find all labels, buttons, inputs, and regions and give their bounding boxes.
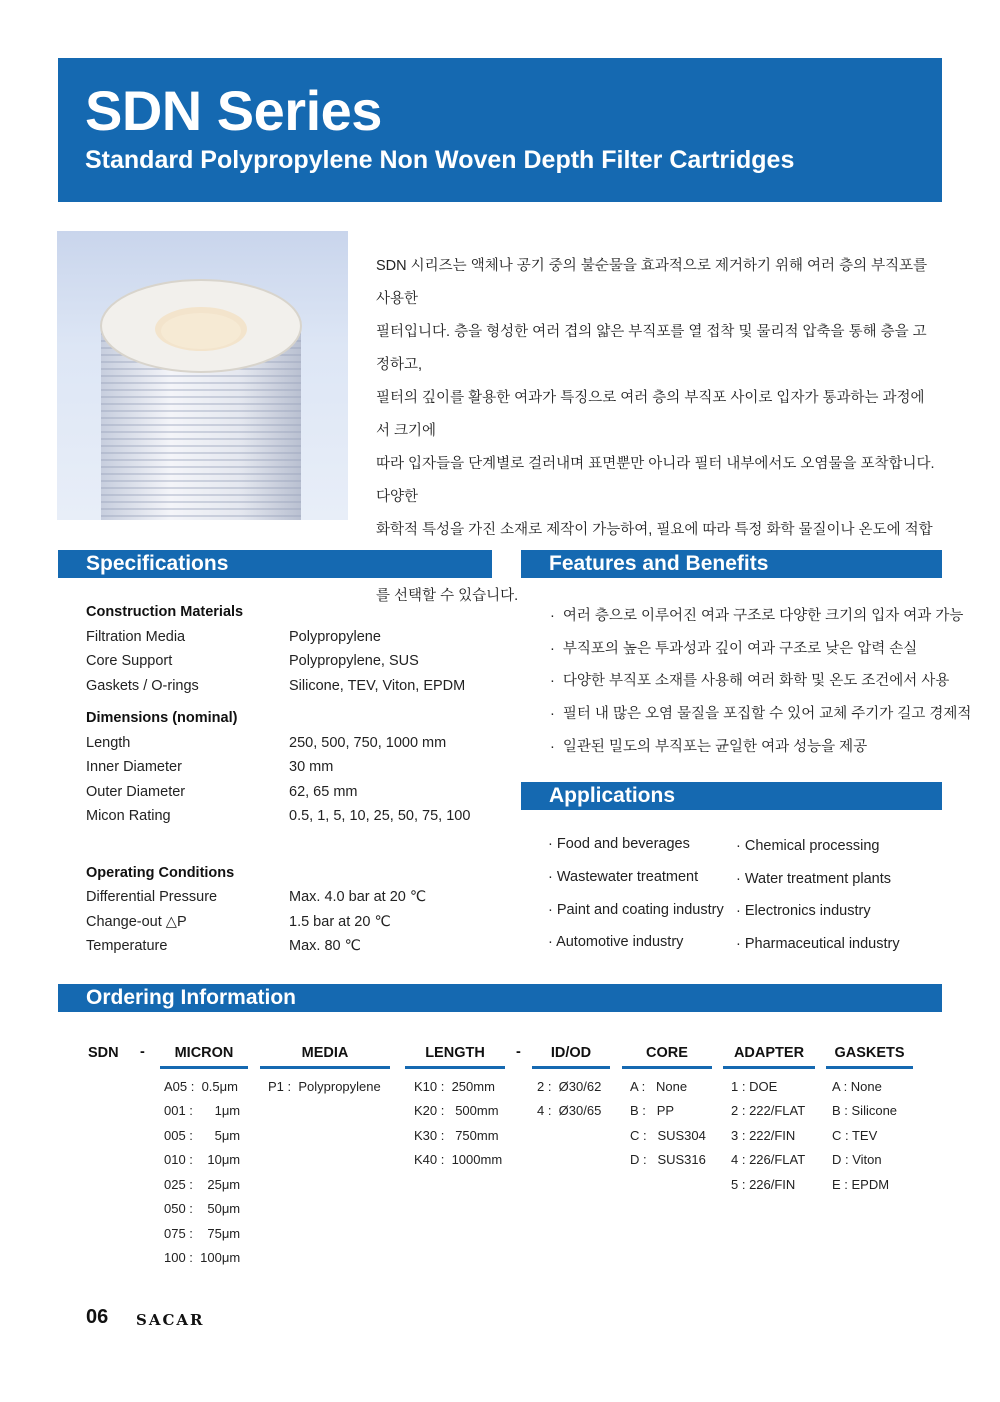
applications-heading: Applications <box>521 782 942 810</box>
spec-label: Core Support <box>86 653 173 669</box>
idod-option: 4 : Ø30/65 <box>537 1103 602 1118</box>
spec-label: Differential Pressure <box>86 889 218 905</box>
ordering-underline <box>160 1066 248 1069</box>
application-item: · Automotive industry <box>548 934 684 950</box>
filter-cartridge-image <box>57 231 348 520</box>
page-number: 06 <box>86 1306 109 1328</box>
spec-value: Max. 80 ℃ <box>289 938 361 954</box>
ordering-heading: Ordering Information <box>58 984 942 1012</box>
micron-option: A05 : 0.5μm <box>164 1079 238 1094</box>
spec-value: Polypropylene <box>289 629 381 645</box>
ordering-col-adapter: ADAPTER <box>733 1045 805 1061</box>
core-option: D : SUS316 <box>630 1152 706 1167</box>
micron-option: 005 : 5μm <box>164 1128 241 1143</box>
micron-option: 010 : 10μm <box>164 1152 241 1167</box>
adapter-option: 2 : 222/FLAT <box>731 1103 806 1118</box>
micron-option: 001 : 1μm <box>164 1103 241 1118</box>
feature-item: · 부직포의 높은 투과성과 깊이 여과 구조로 낮은 압력 손실 <box>550 641 918 657</box>
construction-heading: Construction Materials <box>86 604 244 620</box>
feature-item: · 여러 층으로 이루어진 여과 구조로 다양한 크기의 입자 여과 가능 <box>550 608 964 624</box>
feature-item: · 일관된 밀도의 부직포는 균일한 여과 성능을 제공 <box>550 739 868 755</box>
length-option: K20 : 500mm <box>414 1103 499 1118</box>
adapter-option: 5 : 226/FIN <box>731 1177 796 1192</box>
adapter-option: 1 : DOE <box>731 1079 778 1094</box>
intro-line: 따라 입자들을 단계별로 걸러내며 표면뿐만 아니라 필터 내부에서도 오염물을 포착합니다. 다양한 <box>376 456 935 505</box>
gaskets-option: A : None <box>832 1079 882 1094</box>
ordering-dash: - <box>516 1044 521 1060</box>
adapter-option: 4 : 226/FLAT <box>731 1152 806 1167</box>
idod-option: 2 : Ø30/62 <box>537 1079 602 1094</box>
feature-item: · 필터 내 많은 오염 물질을 포집할 수 있어 교체 주기가 길고 경제적 <box>550 706 972 722</box>
core-option: A : None <box>630 1079 688 1094</box>
spec-label: Gaskets / O-rings <box>86 678 199 694</box>
page-title: SDN Series <box>85 79 382 142</box>
application-text: Paint and coating industry <box>556 902 724 918</box>
features-heading: Features and Benefits <box>521 550 942 578</box>
adapter-option: 3 : 222/FIN <box>731 1128 796 1143</box>
specifications-heading: Specifications <box>58 550 492 578</box>
intro-line: 필터의 깊이를 활용한 여과가 특징으로 여러 층의 부직포 사이로 입자가 통과하는 과정에서 크기에 <box>376 390 925 439</box>
micron-option: 025 : 25μm <box>164 1177 241 1192</box>
application-item: · Paint and coating industry <box>548 902 724 918</box>
intro-line: 필터입니다. 층을 형성한 여러 겹의 얇은 부직포를 열 접착 및 물리적 압축을 통해 층을 고정하고, <box>376 324 927 373</box>
application-text: Electronics industry <box>744 903 871 919</box>
intro-line: SDN 시리즈는 액체나 공기 중의 불순물을 효과적으로 제거하기 위해 여러 층의 부직포를 사용한 <box>376 258 928 307</box>
application-text: Wastewater treatment <box>556 869 699 885</box>
header-banner <box>58 58 942 202</box>
micron-option: 050 : 50μm <box>164 1201 241 1216</box>
ordering-col-core: CORE <box>646 1045 688 1061</box>
application-item: · Pharmaceutical industry <box>736 936 900 952</box>
application-item: · Water treatment plants <box>736 871 891 887</box>
intro-line: 화학적 특성을 가진 소재로 제작이 가능하여, 필요에 따라 특정 화학 물질이나 온도에 적합 <box>376 522 933 538</box>
ordering-underline <box>260 1066 390 1069</box>
spec-value: 250, 500, 750, 1000 mm <box>289 735 447 751</box>
spec-label: Outer Diameter <box>86 784 186 800</box>
core-option: C : SUS304 <box>630 1128 706 1143</box>
application-text: Chemical processing <box>744 838 880 854</box>
spec-label: Temperature <box>86 938 168 954</box>
ordering-col-idod: ID/OD <box>550 1045 592 1061</box>
feature-text: 여러 층으로 이루어진 여과 구조로 다양한 크기의 입자 여과 가능 <box>562 608 964 624</box>
micron-option: 075 : 75μm <box>164 1226 241 1241</box>
spec-value: 1.5 bar at 20 ℃ <box>289 914 391 930</box>
core-option: B : PP <box>630 1103 675 1118</box>
feature-text: 다양한 부직포 소재를 사용해 여러 화학 및 온도 조건에서 사용 <box>562 673 950 689</box>
feature-item: · 다양한 부직포 소재를 사용해 여러 화학 및 온도 조건에서 사용 <box>550 673 950 689</box>
intro-line: 를 선택할 수 있습니다. <box>376 588 519 604</box>
ordering-dash: - <box>140 1044 145 1060</box>
micron-option: 100 : 100μm <box>164 1250 241 1265</box>
application-text: Pharmaceutical industry <box>744 936 900 952</box>
spec-value: Silicone, TEV, Viton, EPDM <box>289 678 466 694</box>
media-option: P1 : Polypropylene <box>268 1079 381 1094</box>
page-subtitle: Standard Polypropylene Non Woven Depth Filter Cartridges <box>85 146 795 174</box>
feature-text: 부직포의 높은 투과성과 깊이 여과 구조로 낮은 압력 손실 <box>562 641 918 657</box>
application-text: Automotive industry <box>556 934 684 950</box>
application-item: · Chemical processing <box>736 838 880 854</box>
spec-label: Micon Rating <box>86 808 171 824</box>
operating-heading: Operating Conditions <box>86 865 235 881</box>
ordering-underline <box>405 1066 505 1069</box>
brand-logo: SACAR <box>136 1311 205 1329</box>
spec-label: Change-out △P <box>86 914 187 930</box>
feature-text: 일관된 밀도의 부직포는 균일한 여과 성능을 제공 <box>562 739 868 755</box>
spec-value: 62, 65 mm <box>289 784 358 800</box>
spec-label: Filtration Media <box>86 629 186 645</box>
ordering-underline <box>723 1066 815 1069</box>
ordering-underline <box>532 1066 610 1069</box>
gaskets-option: B : Silicone <box>832 1103 898 1118</box>
application-item: · Food and beverages <box>548 836 690 852</box>
application-item: · Wastewater treatment <box>548 869 699 885</box>
spec-label: Length <box>86 735 131 751</box>
product-photo <box>57 231 348 520</box>
application-text: Food and beverages <box>556 836 690 852</box>
dimensions-heading: Dimensions (nominal) <box>86 710 238 726</box>
gaskets-option: D : Viton <box>832 1152 882 1167</box>
spec-label: Inner Diameter <box>86 759 182 775</box>
spec-value: 0.5, 1, 5, 10, 25, 50, 75, 100 <box>289 808 471 824</box>
ordering-col-gaskets: GASKETS <box>834 1045 905 1061</box>
gaskets-option: E : EPDM <box>832 1177 890 1192</box>
ordering-col-length: LENGTH <box>425 1045 485 1061</box>
spec-value: 30 mm <box>289 759 334 775</box>
ordering-col-micron: MICRON <box>174 1045 234 1061</box>
ordering-underline <box>826 1066 913 1069</box>
application-item: · Electronics industry <box>736 903 871 919</box>
application-text: Water treatment plants <box>744 871 891 887</box>
ordering-underline <box>622 1066 712 1069</box>
length-option: K30 : 750mm <box>414 1128 499 1143</box>
ordering-col-media: MEDIA <box>301 1045 349 1061</box>
feature-text: 필터 내 많은 오염 물질을 포집할 수 있어 교체 주기가 길고 경제적 <box>562 706 972 722</box>
ordering-prefix: SDN <box>88 1045 119 1061</box>
length-option: K40 : 1000mm <box>414 1152 503 1167</box>
spec-value: Polypropylene, SUS <box>289 653 419 669</box>
length-option: K10 : 250mm <box>414 1079 495 1094</box>
gaskets-option: C : TEV <box>832 1128 878 1143</box>
spec-value: Max. 4.0 bar at 20 ℃ <box>289 889 427 905</box>
